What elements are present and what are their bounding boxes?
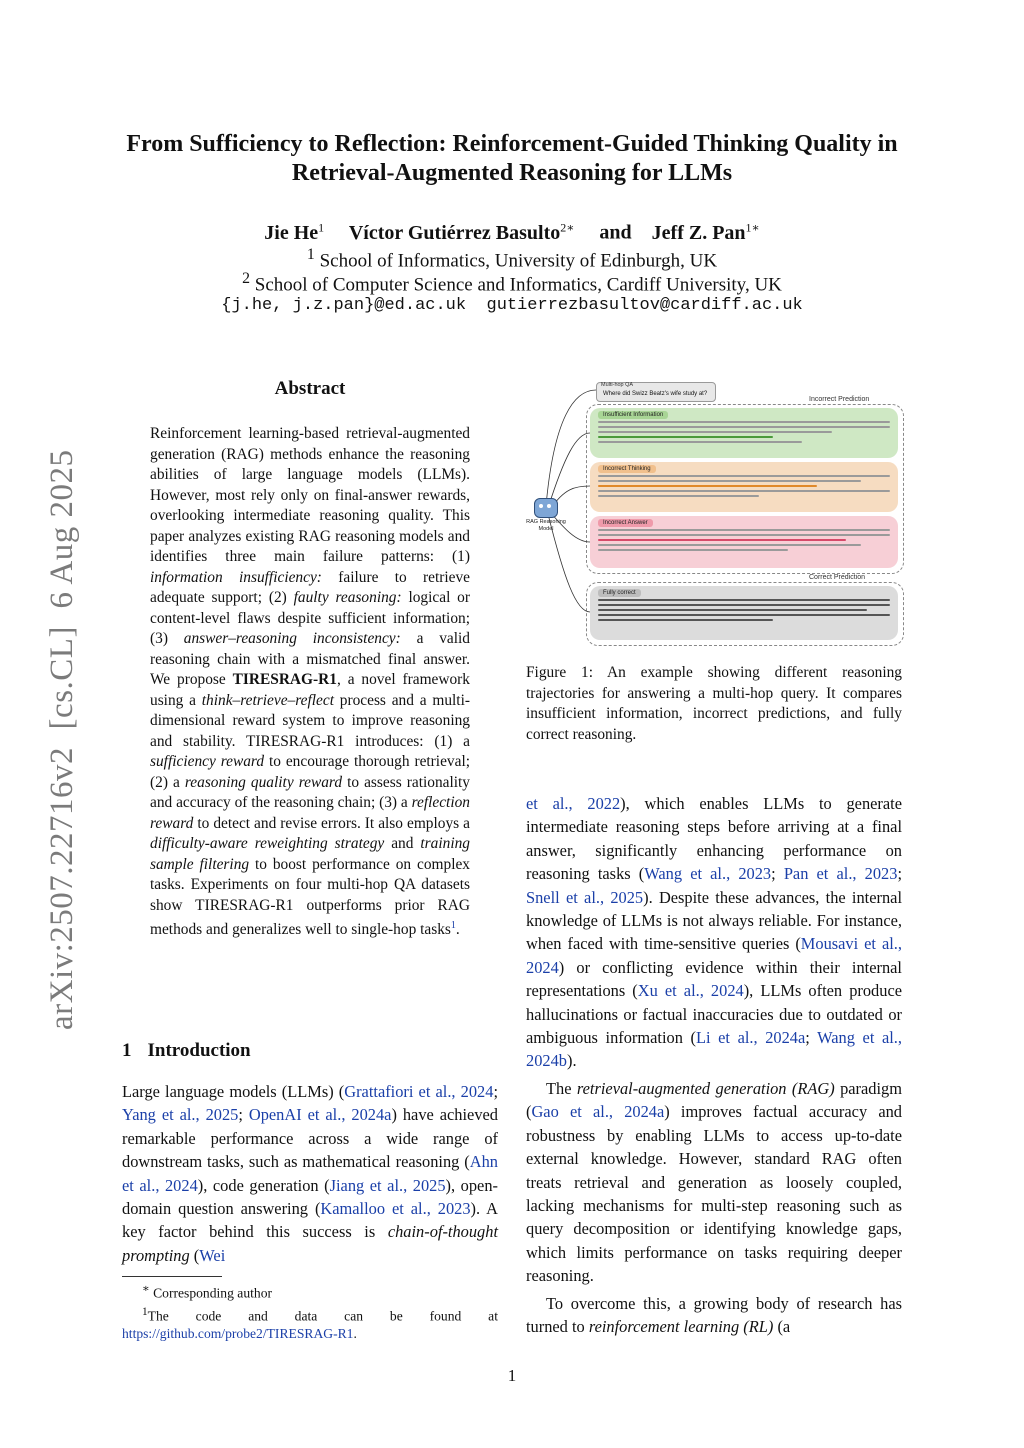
abstract-em-2: faulty reasoning: (293, 589, 402, 606)
footnote-1-end: . (353, 1326, 357, 1342)
trajectory-incorrect-answer (590, 516, 898, 568)
correct-prediction-label: Correct Prediction (809, 574, 866, 581)
right-sep-2: ; (897, 864, 903, 884)
connector-1 (546, 390, 596, 506)
citation-link[interactable]: Mousavi et al., 2024 (526, 934, 902, 977)
affiliation-2-text: School of Computer Science and Informatics, Cardiff University, UK (254, 274, 782, 296)
trajectory-text (598, 421, 890, 446)
question-box (596, 382, 716, 402)
citation-link[interactable]: Ahn et al., 2024 (122, 1152, 498, 1195)
footnote-ref-1[interactable]: 1 (450, 920, 456, 931)
paper-title (80, 130, 944, 188)
right-paragraph-2 (526, 1077, 902, 1288)
rag-text-1: The (546, 1078, 577, 1098)
footnote-corresponding-text: Corresponding author (149, 1285, 273, 1301)
affiliation-1-sup: 1 (306, 246, 315, 263)
robot-eye-right (547, 504, 551, 508)
connector-2 (548, 433, 590, 508)
author-emails: {j.he, j.z.pan}@ed.ac.uk gutierrezbasultov@cardiff.ac.uk (221, 296, 803, 315)
abstract-text-7: to encourage thorough retrieval; (2) a (150, 753, 470, 791)
citation-link[interactable]: OpenAI et al., 2024a (248, 1105, 392, 1125)
rl-text-1: To overcome this, a growing body of research has turned to (526, 1293, 902, 1336)
abstract-text-12: . (455, 921, 460, 939)
abstract-text-1: Reinforcement learning-based retrieval-augmented generation (RAG) methods enhance the reasoning abilities of large language models (LLMs). However, most rely only on final-answer rewards, overlooking intermediate reasoning quality. This paper analyzes existing RAG reasoning models and identifies three main failure patterns: (1) (150, 425, 470, 565)
question-text: Where did Swizz Beatz's wife study at? (603, 391, 708, 397)
footnote-star: ∗ (142, 1283, 150, 1295)
trajectory-text (598, 475, 890, 500)
arxiv-identifier: arXiv:2507.22716v2 [cs.CL] 6 Aug 2025 (44, 449, 80, 1030)
footnote-1-mark: 1 (142, 1305, 148, 1318)
affiliation-1-text: School of Informatics, University of Edinburgh, UK (319, 250, 718, 272)
abstract-em-4: think–retrieve–reflect (201, 691, 334, 709)
right-text-5: ). (566, 1051, 577, 1071)
section-number: 1 (122, 1040, 132, 1061)
abstract-em-8: difficulty-aware reweighting strategy (150, 835, 385, 852)
right-paragraph-3 (526, 1292, 902, 1339)
abstract-text-11: to boost performance on complex tasks. Experiments on four multi-hop QA datasets show TIRESRAG-R1 outperforms prior RAG methods and generalizes well to single-hop tasks (150, 855, 470, 939)
affiliation-1 (80, 246, 944, 272)
question-tag: Multi-hop QA (601, 382, 634, 388)
abstract-text-9: to detect and revise errors. It also employs a (193, 814, 470, 832)
abstract-text-10: and (384, 835, 421, 852)
affiliation-2 (80, 270, 944, 296)
abstract-em-9: training sample filtering (150, 835, 470, 873)
author-3-sup: 1∗ (745, 220, 760, 234)
right-text-1: ), which enables LLMs to generate intermediate reasoning steps before arriving at a final answer, significantly enhancing performance on reasoning tasks ( (526, 794, 902, 884)
trajectory-fully-correct (590, 586, 898, 640)
footnote-divider (122, 1276, 222, 1277)
model-label: RAG Reasoning Model (526, 519, 566, 532)
rag-text-2: paradigm ( (526, 1078, 902, 1122)
citation-link[interactable]: Wang et al., 2024b (526, 1028, 902, 1071)
citation-link[interactable]: Yang et al., 2025 (122, 1105, 239, 1125)
page-number: 1 (507, 1366, 517, 1385)
author-2-sup: 2∗ (560, 220, 575, 234)
abstract-em-3: answer–reasoning inconsistency: (183, 630, 401, 647)
and-word: and (599, 221, 632, 244)
abstract-em-7: reflection reward (150, 794, 470, 832)
title-line-1: From Sufficiency to Reflection: Reinforcement-Guided Thinking Quality in (126, 131, 898, 157)
title-line-2: Retrieval-Augmented Reasoning for LLMs (291, 160, 733, 186)
abstract-text-5: , a novel framework using a (150, 671, 471, 709)
right-sep-3: ; (805, 1028, 818, 1048)
figure-1 (524, 378, 904, 650)
affiliation-2-sup: 2 (242, 270, 251, 287)
right-text-2: ). Despite these advances, the internal knowledge of LLMs is not always reliable. For instance, when faced with time-sensitive queries ( (526, 887, 902, 954)
right-text-4: ), LLMs often produce hallucinations or factual inaccuracies due to outdated or ambiguous information ( (526, 981, 902, 1048)
citation-link[interactable]: Pan et al., 2023 (783, 864, 898, 884)
citation-link[interactable]: Wei (199, 1245, 226, 1265)
footnotes (122, 1280, 498, 1343)
right-text-3: ) or conflicting evidence within their internal representations ( (526, 957, 902, 1001)
trajectory-text (598, 529, 890, 554)
section-heading-introduction (122, 1040, 251, 1062)
intro-text-3: ), code generation ( (197, 1175, 330, 1195)
citation-link[interactable]: Xu et al., 2024 (637, 981, 744, 1001)
citation-link[interactable]: Kamalloo et al., 2023 (320, 1199, 471, 1219)
citation-link[interactable]: Li et al., 2024a (695, 1028, 806, 1048)
abstract-em-5: sufficiency reward (150, 753, 265, 770)
abstract-method-name: TIRESRAG-R1 (232, 671, 337, 688)
citation-link[interactable]: Wang et al., 2023 (644, 864, 772, 884)
right-paragraph-1 (526, 792, 902, 1073)
author-2-name: Víctor Gutiérrez Basulto (348, 221, 561, 244)
trajectory-incorrect-thinking (590, 462, 898, 512)
intro-text-2: ) have achieved remarkable performance across a wide range of downstream tasks, such as mathematical reasoning ( (122, 1105, 498, 1172)
citation-link[interactable]: Snell et al., 2025 (526, 887, 644, 907)
author-2 (349, 222, 575, 244)
intro-text-1: Large language models (LLMs) ( (122, 1082, 345, 1101)
trajectory-label: Insufficient Information (598, 411, 668, 419)
citation-link[interactable]: Jiang et al., 2025 (329, 1175, 446, 1195)
rag-text-3: ) improves factual accuracy and robustness by enabling LLMs to access up-to-date external knowledge. However, standard RAG often treats retrieval and generation as loosely coupled, lacking mechanisms for multi-step reasoning such as query decomposition or identifying knowledge gaps, which limits performance on tasks requiring deeper reasoning. (526, 1102, 902, 1286)
author-list (80, 220, 944, 245)
intro-text-5: ). A key factor behind this success is (122, 1199, 498, 1242)
abstract-heading: Abstract (274, 378, 346, 399)
author-1-name: Jie He (264, 221, 319, 244)
intro-sep-1: ; (493, 1082, 498, 1101)
abstract-text-2: failure to retrieve adequate support; (2) (150, 568, 471, 606)
footnote-1 (122, 1303, 498, 1344)
author-3 (652, 222, 760, 244)
incorrect-prediction-label: Incorrect Prediction (809, 396, 870, 403)
trajectory-label: Incorrect Thinking (598, 465, 656, 473)
abstract-text-4: a valid reasoning chain with a mismatched final answer. We propose (150, 630, 470, 688)
section-title-text: Introduction (147, 1040, 251, 1061)
footnote-1-text: The code and data can be found at (147, 1308, 498, 1324)
abstract-text-6: process and a multi-dimensional reward system to improve reasoning and stability. TIRESRAG-R1 introduces: (1) a (150, 691, 470, 750)
trajectory-text (598, 599, 890, 624)
abstract-text-3: logical or content-level flaws despite sufficient information; (3) (150, 589, 471, 647)
trajectory-label: Incorrect Answer (598, 519, 653, 527)
intro-sep-2: ; (238, 1105, 249, 1125)
author-1 (264, 222, 324, 244)
trajectory-insufficient-information (590, 408, 898, 458)
robot-icon (534, 498, 558, 518)
figure-1-caption: Figure 1: An example showing different reasoning trajectories for answering a multi-hop query. It compares insufficient information, incorrect predictions, and fully correct reasoning. (526, 664, 902, 743)
abstract-em-1: information insufficiency: (150, 568, 322, 586)
abstract-text-8: to assess rationality and accuracy of the reasoning chain; (3) a (150, 773, 471, 811)
rag-em: retrieval-augmented generation (RAG) (576, 1078, 835, 1098)
intro-text-4: ), open-domain question answering ( (122, 1175, 498, 1219)
introduction-paragraph (122, 1080, 498, 1267)
footnote-corresponding (122, 1280, 498, 1303)
rl-text-2: (a (773, 1316, 791, 1336)
right-sep-1: ; (771, 864, 784, 884)
intro-text-6: ( (189, 1245, 200, 1265)
trajectory-label: Fully correct (598, 589, 641, 597)
abstract-em-6: reasoning quality reward (184, 773, 343, 791)
citation-link[interactable]: Grattafiori et al., 2024 (344, 1082, 494, 1101)
right-column-text (526, 792, 902, 1342)
robot-eye-left (539, 504, 543, 508)
github-link[interactable]: https://github.com/probe2/TIRESRAG-R1 (122, 1326, 354, 1342)
rl-em: reinforcement learning (RL) (588, 1316, 774, 1336)
intro-em-1: chain-of-thought prompting (122, 1222, 498, 1265)
citation-link[interactable]: et al., 2022 (526, 794, 621, 813)
citation-link[interactable]: Gao et al., 2024a (531, 1102, 665, 1122)
author-1-sup: 1 (318, 220, 325, 234)
author-3-name: Jeff Z. Pan (651, 221, 746, 244)
abstract-body (150, 424, 470, 941)
